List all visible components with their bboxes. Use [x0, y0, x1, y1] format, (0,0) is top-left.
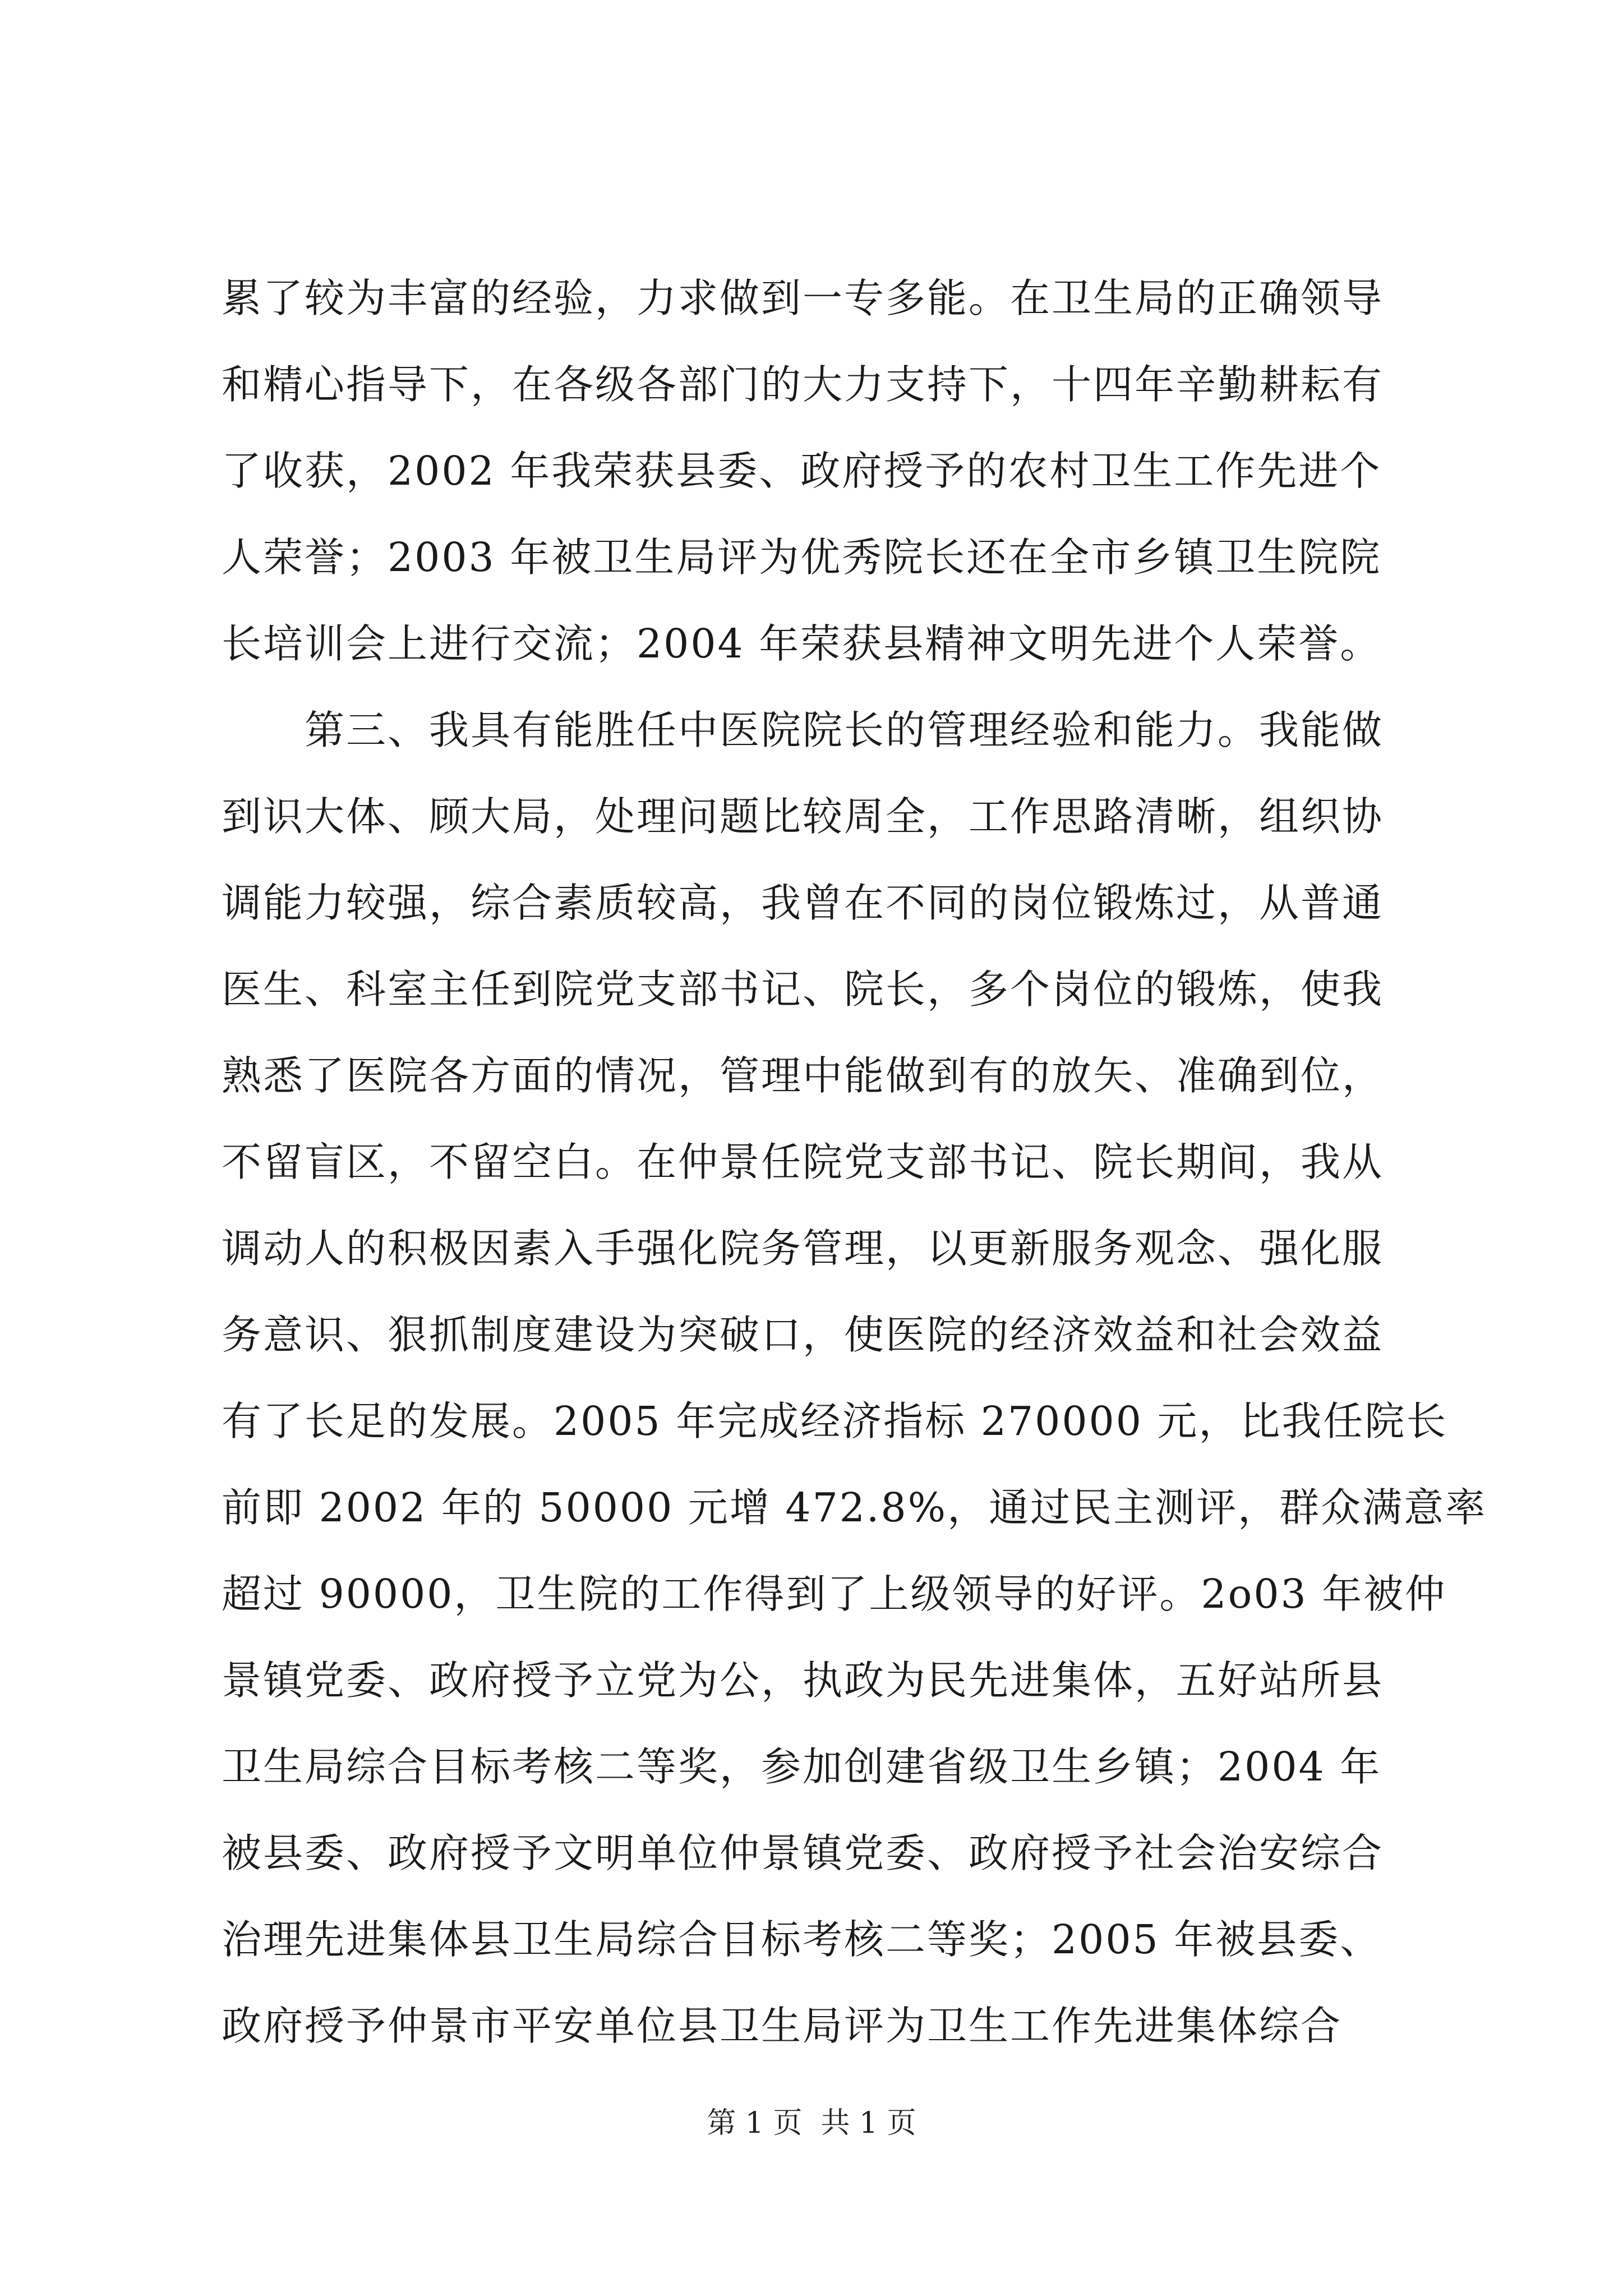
text-line: 调能力较强，综合素质较高，我曾在不同的岗位锻炼过，从普通 [222, 880, 1384, 926]
text-line: 长培训会上进行交流；2004 年荣获县精神文明先进个人荣誉。 [222, 620, 1382, 667]
text-line: 景镇党委、政府授予立党为公，执政为民先进集体，五好站所县 [222, 1657, 1384, 1704]
text-line: 和精心指导下，在各级各部门的大力支持下，十四年辛勤耕耘有 [222, 361, 1384, 408]
text-line: 务意识、狠抓制度建设为突破口，使医院的经济效益和社会效益 [222, 1312, 1384, 1358]
text-line: 熟悉了医院各方面的情况，管理中能做到有的放矢、准确到位， [222, 1052, 1384, 1099]
text-line: 超过 90000，卫生院的工作得到了上级领导的好评。2o03 年被仲 [222, 1571, 1447, 1617]
page-number-footer: 第 1 页 共 1 页 [707, 2106, 916, 2140]
text-line: 第三、我具有能胜任中医院院长的管理经验和能力。我能做 [222, 707, 1384, 753]
text-line: 医生、科室主任到院党支部书记、院长，多个岗位的锻炼，使我 [222, 966, 1384, 1013]
text-line: 治理先进集体县卫生局综合目标考核二等奖；2005 年被县委、 [222, 1916, 1382, 1963]
text-line: 政府授予仲景市平安单位县卫生局评为卫生工作先进集体综合 [222, 2003, 1343, 2049]
text-line: 调动人的积极因素入手强化院务管理，以更新服务观念、强化服 [222, 1225, 1384, 1272]
text-line: 了收获，2002 年我荣获县委、政府授予的农村卫生工作先进个 [222, 448, 1382, 494]
text-line: 人荣誉；2003 年被卫生局评为优秀院长还在全市乡镇卫生院院 [222, 534, 1382, 581]
text-line: 累了较为丰富的经验，力求做到一专多能。在卫生局的正确领导 [222, 275, 1384, 321]
text-line: 到识大体、顾大局，处理问题比较周全，工作思路清晰，组织协 [222, 793, 1384, 840]
text-line: 前即 2002 年的 50000 元增 472.8%，通过民主测评，群众满意率 [222, 1484, 1487, 1531]
text-line: 不留盲区，不留空白。在仲景任院党支部书记、院长期间，我从 [222, 1139, 1384, 1185]
text-line: 被县委、政府授予文明单位仲景镇党委、政府授予社会治安综合 [222, 1830, 1384, 1876]
document-body [222, 255, 1487, 2069]
text-line: 有了长足的发展。2005 年完成经济指标 270000 元，比我任院长 [222, 1398, 1448, 1444]
text-line: 卫生局综合目标考核二等奖，参加创建省级卫生乡镇；2004 年 [222, 1743, 1382, 1790]
